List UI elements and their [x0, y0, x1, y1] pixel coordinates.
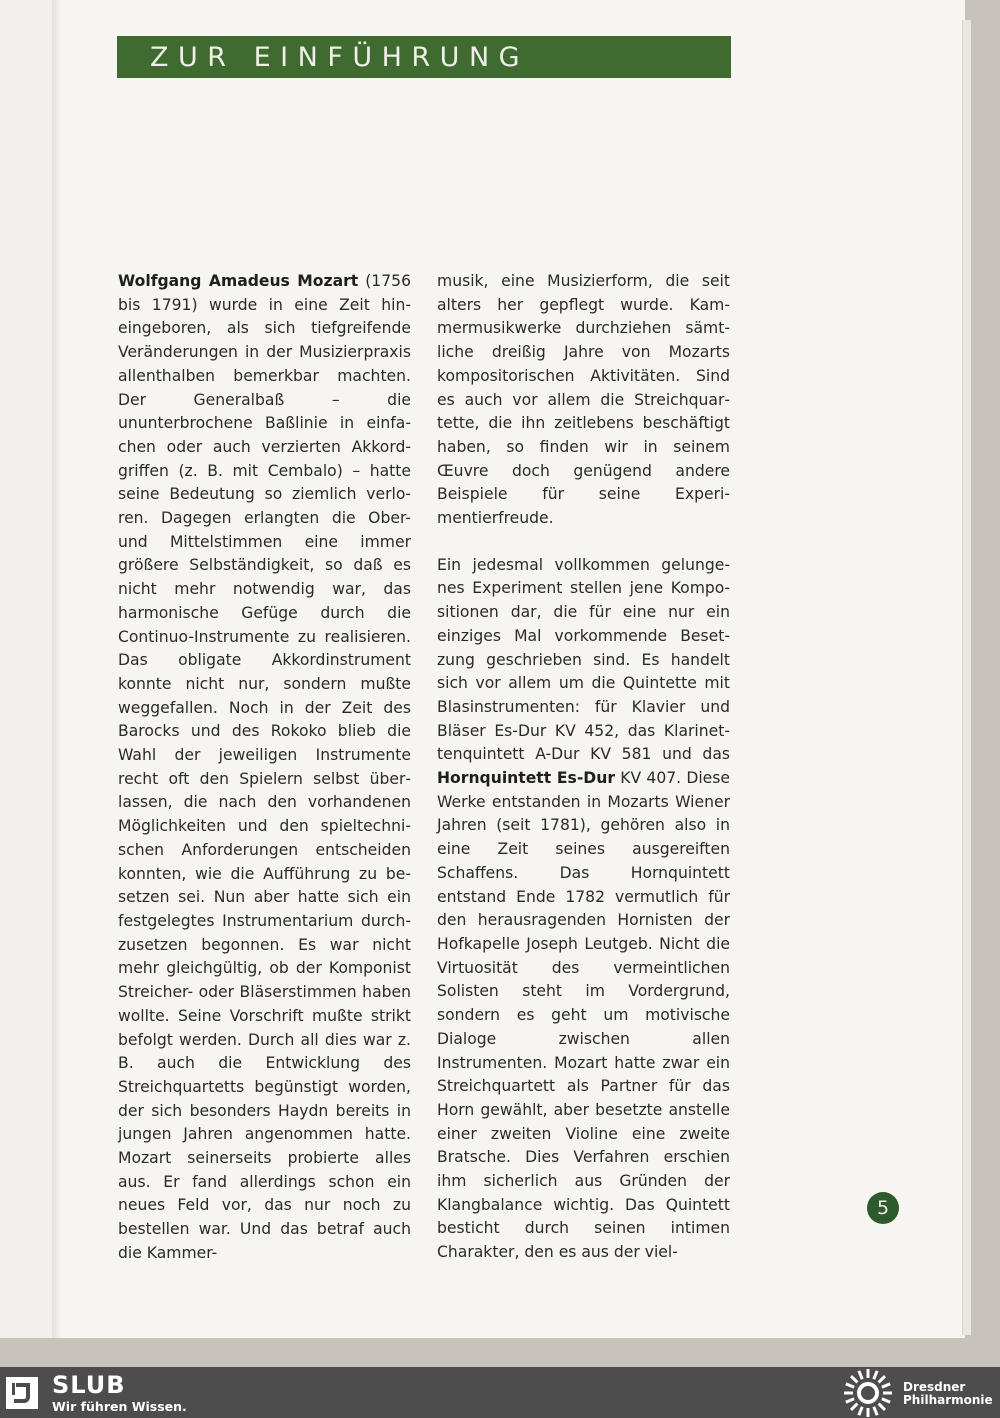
right-paragraph-2-end: KV 407. Diese Werke entstanden in Mozarts Wiener Jahren (seit 1781), gehören also in eine Zeit seines ausgereiften Schaffens. Das Hornquintett entstand Ende 1782 vermutlich für den herausragenden Hornisten der Hofkapelle Joseph Leutgeb. Nicht die Virtuosität des vermeintlichen Solisten steht im Vordergrund, sondern es geht um motivische Dialoge zwischen allen Instrumenten. Mozart hatte zwar ein Streichquartett als Partner für das Horn gewählt, aber besetzte anstelle einer zweiten Violine eine zweite Bratsche. Dies Verfahren erschien ihm sicherlich aus Gründen der Klangbalance wichtig. Das Quintett besticht durch seinen intimen Charakter, den es aus der viel- — [437, 769, 730, 1262]
left-page-edge — [0, 0, 59, 1338]
partner-name[interactable] — [903, 1381, 993, 1407]
dresdner-philharmonie-logo-icon[interactable] — [842, 1367, 894, 1418]
right-paragraph-2-start: Ein jedesmal vollkommen gelungenes Experiment stellen jene Kompositionen dar, die für eine nur ein einziges Mal vorkommende Besetzung geschrieben sind. Es handelt sich vor allem um die Quintette mit Blasinstrumenten: für Klavier und Bläser Es-Dur KV 452, das Klarinettenquintett A-Dur KV 581 und das — [437, 555, 730, 764]
partner-name-line-1: Dresdner — [903, 1380, 966, 1394]
article-left-column — [118, 270, 411, 1266]
section-title: ZUR EINFÜHRUNG — [150, 42, 530, 73]
partner-name-line-2: Philharmonie — [903, 1393, 993, 1407]
right-paragraph-1: musik, eine Musizierform, die seit alters her gepflegt wurde. Kammermusikwerke durchziehen sämtliche dreißig Jahre von Mozarts kompositorischen Aktivitäten. Sind es auch vor allem die Streichquartette, die ihn zeitlebens beschäftigt haben, so finden wir in seinem Œuvre doch genügend andere Beispiele für seine Experimentierfreude. — [437, 272, 730, 528]
left-paragraph — [118, 270, 411, 1266]
work-title: Hornquintett Es-Dur — [437, 769, 616, 788]
article-right-column — [437, 270, 730, 1265]
right-page-edge — [962, 20, 971, 1335]
page-number: 5 — [867, 1192, 899, 1224]
right-paragraph-2 — [437, 554, 730, 1265]
left-paragraph-text: (1756 bis 1791) wurde in eine Zeit hineingeboren, als sich tiefgreifende Veränderungen in der Musizierpraxis allenthalben bemerkbar machten. Der Generalbaß – die ununterbrochene Baßlinie in einfachen oder auch verzierten Akkordgriffen (z. B. mit Cembalo) – hatte seine Bedeutung so ziemlich verloren. Dagegen erlangten die Ober- und Mittelstimmen eine immer größere Selbständigkeit, so daß es nicht mehr notwendig war, das harmonische Gefüge durch die Continuo-Instrumente zu realisieren. Das obligate Akkordinstrument konnte nicht nur, sondern mußte weggefallen. Noch in der Zeit des Barocks und des Rokoko blieb die Wahl der jeweiligen Instrumente recht oft den Spielern selbst überlassen, die nach den vorhandenen Möglichkeiten und den spieltechnischen Anforderungen entscheiden konnten, wie die Aufführung zu besetzen sei. Nun aber hatte sich ein festgelegtes Instrumentarium durchzusetzen begonnen. Es war nicht mehr gleichgültig, ob der Komponist Streicher- oder Bläserstimmen haben wollte. Seine Vorschrift mußte strikt befolgt werden. Durch all dies war z. B. auch die Entwicklung des Streichquartetts begünstigt worden, der sich besonders Haydn bereits in jungen Jahren angenommen hatte. Mozart seinerseits probierte alles aus. Er fand allerdings schon ein neues Feld vor, das nur noch zu bestellen war. Und das betraf auch die Kammer- — [118, 272, 411, 1262]
composer-name: Wolfgang Amadeus Mozart — [118, 272, 359, 290]
slub-logo-icon — [6, 1377, 38, 1409]
library-tagline: Wir führen Wissen. — [52, 1399, 187, 1414]
library-name[interactable]: SLUB — [52, 1371, 126, 1399]
